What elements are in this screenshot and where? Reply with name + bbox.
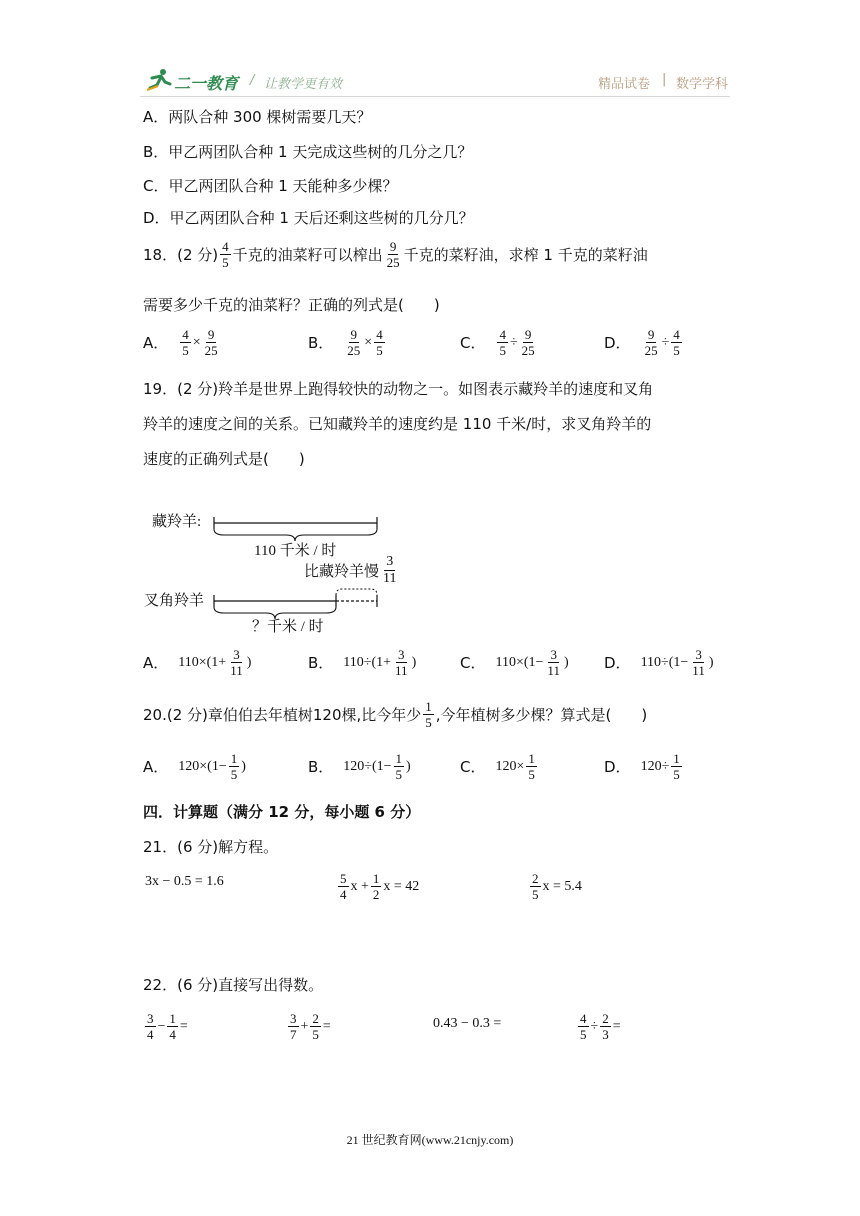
q19-line1: 19．(2 分)羚羊是世界上跑得较快的动物之一。如图表示藏羚羊的速度和叉角 xyxy=(143,380,654,398)
q20-fraction: $\frac{1}{5}$ xyxy=(425,699,432,730)
q19-option-b: B． 110÷(1+ $\frac{3}{11}$ ) xyxy=(308,647,417,678)
diagram-speed-bottom: ？千米 / 时 xyxy=(252,619,324,635)
diagram-label-bottom: 叉角羚羊 xyxy=(144,593,205,609)
q18-fraction-1: $\frac{4}{5}$ xyxy=(222,239,229,270)
q17-option-a: A．两队合种 300 棵树需要几天？ xyxy=(143,108,372,126)
q18-mid-text: 千克的油菜籽可以榨出 xyxy=(232,246,383,264)
q18-option-d: D． $\frac{9}{25}$ ÷ $\frac{4}{5}$ xyxy=(604,327,680,358)
slogan-separator: / xyxy=(250,73,255,88)
q19-line3: 速度的正确列式是( ) xyxy=(143,450,305,468)
q22-title: 22．(6 分)直接写出得数。 xyxy=(143,976,324,994)
q18-line1 xyxy=(143,240,648,269)
q18-option-b: B． $\frac{9}{25}$ × $\frac{4}{5}$ xyxy=(308,327,383,358)
slogan: 让教学更有效 xyxy=(264,77,343,92)
diagram-slower-label: 比藏羚羊慢 $\frac{3}{11}$ xyxy=(304,554,397,586)
q22-expression-4: $\frac{4}{5}$ ÷ $\frac{2}{3}$ = xyxy=(580,1011,621,1042)
q20-option-b: B． 120÷(1− $\frac{1}{5}$ ) xyxy=(308,751,411,782)
q19-option-d: D． 110÷(1− $\frac{3}{11}$ ) xyxy=(604,647,714,678)
q18-tail-text: 千克的菜籽油，求榨 1 千克的菜籽油 xyxy=(403,246,648,264)
q22-expression-2: $\frac{3}{7}$ + $\frac{2}{5}$ = xyxy=(290,1011,331,1042)
q20-line xyxy=(143,700,647,729)
q19-option-a: A． 110×(1+ $\frac{3}{11}$ ) xyxy=(143,647,252,678)
q19-option-c: C． 110×(1− $\frac{3}{11}$ ) xyxy=(460,647,569,678)
q20-option-a: A． 120×(1− $\frac{1}{5}$ ) xyxy=(143,751,246,782)
q19-diagram xyxy=(140,505,420,640)
q21-equation-1: 3x − 0.5 = 1.6 xyxy=(145,874,224,889)
q18-line2: 需要多少千克的油菜籽？正确的列式是( ) xyxy=(143,296,440,314)
q18-option-c: C． $\frac{4}{5}$ ÷ $\frac{9}{25}$ xyxy=(460,327,535,358)
logo-text: 二一教育 xyxy=(174,74,239,93)
q21-equation-2: $\frac{5}{4}$ x + $\frac{1}{2}$ x = 42 xyxy=(340,871,420,902)
diagram-label-top: 藏羚羊: xyxy=(152,514,202,530)
header-divider: | xyxy=(662,72,667,87)
header-rule xyxy=(140,96,730,97)
runner-logo-icon xyxy=(146,68,172,92)
q21-title: 21．(6 分)解方程。 xyxy=(143,838,279,856)
q18-prefix: 18．(2 分) xyxy=(143,246,219,264)
q22-expression-3: 0.43 − 0.3 = xyxy=(433,1016,502,1031)
footer: 21 世纪教育网(www.21cnjy.com) xyxy=(346,1133,514,1147)
header-right-a: 精品试卷 xyxy=(598,77,651,92)
q21-equation-3: $\frac{2}{5}$ x = 5.4 xyxy=(532,871,582,902)
section-4-title: 四．计算题（满分 12 分，每小题 6 分） xyxy=(143,803,421,821)
q17-option-b: B．甲乙两团队合种 1 天完成这些树的几分之几？ xyxy=(143,143,473,161)
q20-tail: ,今年植树多少棵？算式是( ) xyxy=(435,706,648,724)
diagram-speed-top: 110 千米 / 时 xyxy=(254,543,337,559)
q22-expression-1: $\frac{3}{4}$ − $\frac{1}{4}$ = xyxy=(147,1011,188,1042)
header xyxy=(140,66,730,96)
q20-option-d: D． 120÷ $\frac{1}{5}$ xyxy=(604,751,680,782)
q19-line2: 羚羊的速度之间的关系。已知藏羚羊的速度约是 110 千米/时，求叉角羚羊的 xyxy=(143,415,652,433)
q17-option-d: D．甲乙两团队合种 1 天后还剩这些树的几分几？ xyxy=(143,209,474,227)
q17-option-c: C．甲乙两团队合种 1 天能种多少棵？ xyxy=(143,177,398,195)
q20-option-c: C． 120× $\frac{1}{5}$ xyxy=(460,751,535,782)
q20-prefix: 20.(2 分)章伯伯去年植树120棵,比今年少 xyxy=(143,706,422,724)
q18-fraction-2: $\frac{9}{25}$ xyxy=(386,239,400,270)
header-right-b: 数学学科 xyxy=(676,77,729,92)
q18-option-a: A． $\frac{4}{5}$ × $\frac{9}{25}$ xyxy=(143,327,218,358)
